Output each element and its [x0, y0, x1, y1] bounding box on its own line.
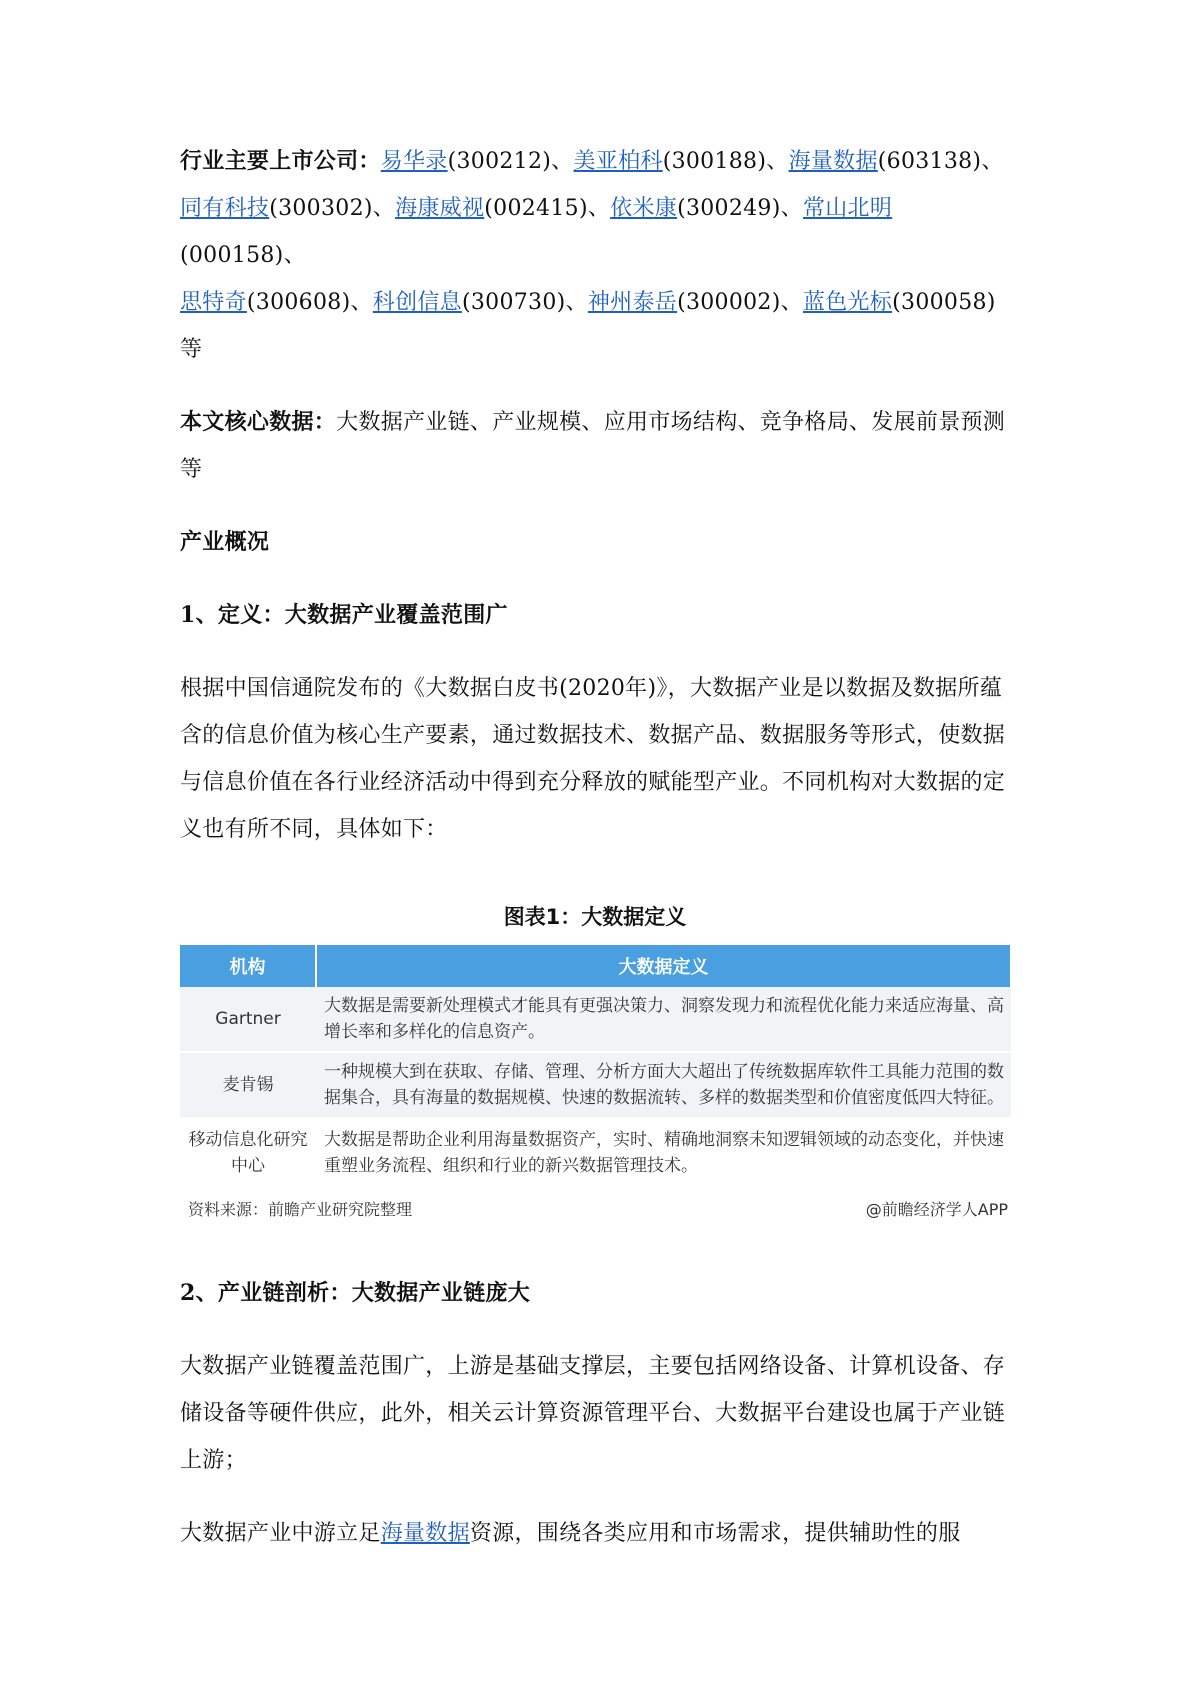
core-data-paragraph: [180, 399, 1010, 493]
table-row: [180, 987, 1011, 1052]
section2-paragraph1: 大数据产业链覆盖范围广，上游是基础支撑层，主要包括网络设备、计算机设备、存储设备等硬件供应，此外，相关云计算资源管理平台、大数据平台建设也属于产业链上游；: [180, 1354, 1006, 1473]
company-link[interactable]: 海量数据: [788, 149, 878, 174]
company-code: (300058): [892, 290, 996, 315]
article-page: [180, 138, 1010, 1557]
company-code: (300249): [677, 196, 781, 221]
org-cell: 麦肯锡: [180, 1052, 316, 1118]
company-code: (603138): [877, 149, 982, 174]
section1-paragraph: 根据中国信通院发布的《大数据白皮书(2020年)》，大数据产业是以数据及数据所蕴含的信息价值为核心生产要素，通过数据技术、数据产品、数据服务等形式，使数据与信息价值在各行业经济活动中得到充分释放的赋能型产业。不同机构对大数据的定义也有所不同，具体如下：: [180, 676, 1006, 842]
companies-label: 行业主要上市公司：: [180, 148, 381, 174]
company-code: (300302): [269, 196, 373, 221]
company-link[interactable]: 神州泰岳: [587, 290, 678, 315]
section1-heading: 1、定义：大数据产业覆盖范围广: [180, 602, 508, 628]
companies-paragraph: [180, 138, 1010, 373]
separator: 、: [350, 290, 373, 315]
section2-paragraph2: [180, 1510, 1010, 1557]
table-row: [180, 1052, 1011, 1118]
company-link[interactable]: 同有科技: [180, 196, 270, 221]
definition-cell: 一种规模大到在获取、存储、管理、分析方面大大超出了传统数据库软件工具能力范围的数据集合，具有海量的数据规模、快速的数据流转、多样的数据类型和价值密度低四大特征。: [316, 1052, 1011, 1118]
company-link[interactable]: 依米康: [610, 196, 678, 221]
company-link[interactable]: 蓝色光标: [802, 290, 893, 315]
table-header-row: [180, 945, 1011, 987]
org-cell: 移动信息化研究中心: [180, 1118, 316, 1188]
definition-table: [180, 945, 1012, 1189]
separator: 、: [283, 243, 306, 268]
paragraph2-text: 大数据产业中游立足: [180, 1521, 381, 1546]
header-definition: 大数据定义: [316, 945, 1011, 987]
company-link[interactable]: 思特奇: [180, 290, 247, 315]
company-link[interactable]: 常山北明: [802, 196, 893, 221]
company-code: (300002): [677, 290, 781, 315]
figure-source: 资料来源：前瞻产业研究院整理: [188, 1200, 413, 1219]
table-row: [180, 1118, 1011, 1188]
company-code: (300188): [662, 149, 767, 174]
paragraph2-text: 资源，围绕各类应用和市场需求，提供辅助性的服: [469, 1521, 961, 1546]
separator: 、: [981, 149, 1004, 174]
company-link[interactable]: 海量数据: [380, 1521, 470, 1546]
section2-heading: 2、产业链剖析：大数据产业链庞大: [180, 1280, 531, 1306]
core-data-text: 大数据产业链、产业规模、应用市场结构、竞争格局、发展前景预测等: [180, 410, 1006, 482]
company-code: (000158): [180, 243, 284, 268]
separator: 、: [780, 196, 803, 221]
figure-footer: [180, 1197, 1012, 1220]
companies-end: 等: [180, 337, 203, 362]
separator: 、: [372, 196, 396, 221]
figure-credit: @前瞻经济学人APP: [865, 1200, 1008, 1219]
separator: 、: [766, 149, 789, 174]
company-code: (300212): [447, 149, 552, 174]
company-link[interactable]: 易华录: [380, 149, 448, 174]
header-org: 机构: [180, 945, 316, 987]
company-code: (002415): [484, 196, 588, 221]
company-link[interactable]: 海康威视: [395, 196, 485, 221]
company-code: (300608): [246, 290, 351, 315]
separator: 、: [551, 149, 574, 174]
separator: 、: [565, 290, 588, 315]
definition-cell: 大数据是帮助企业利用海量数据资产，实时、精确地洞察未知逻辑领域的动态变化，并快速重塑业务流程、组织和行业的新兴数据管理技术。: [316, 1118, 1011, 1188]
figure-title: 图表1：大数据定义: [503, 905, 687, 929]
company-link[interactable]: 美亚柏科: [573, 149, 663, 174]
definition-cell: 大数据是需要新处理模式才能具有更强决策力、洞察发现力和流程优化能力来适应海量、高增长率和多样化的信息资产。: [316, 987, 1011, 1052]
separator: 、: [587, 196, 611, 221]
separator: 、: [780, 290, 803, 315]
overview-heading: 产业概况: [180, 529, 270, 555]
company-code: (300730): [461, 290, 566, 315]
org-cell: Gartner: [180, 987, 316, 1052]
company-link[interactable]: 科创信息: [372, 290, 462, 315]
core-data-label: 本文核心数据：: [180, 409, 337, 435]
